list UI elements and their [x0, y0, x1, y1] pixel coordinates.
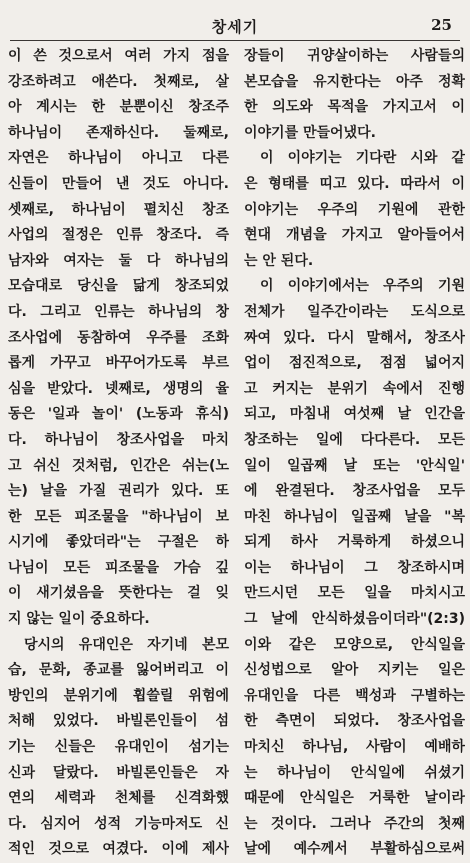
text-line: 유대인을 다른 백성과 구별하는 [244, 687, 465, 704]
text-line: 롭게 가꾸고 바꾸어가도록 부르 [8, 355, 229, 372]
text-line: 하나님이 존재하신다. 둘째로, [8, 124, 229, 141]
text-line: 한 측면이 되었다. 창조사업을 [244, 713, 465, 730]
text-line: 는 것이다. 그러나 주간의 첫째 [244, 815, 465, 832]
text-line: 이와 같은 모양으로, 안식일을 [244, 636, 465, 653]
text-line: 때문에 안식일은 거룩한 날이라 [244, 790, 465, 807]
text-line: 자연은 하나님이 아니고 다른 [8, 150, 229, 167]
text-line: 조사업에 동참하여 우주를 조화 [8, 329, 229, 346]
text-line: 본모습을 유지한다는 아주 정확 [244, 73, 465, 90]
page-header [0, 6, 470, 40]
text-line: 짜여 있다. 다시 말해서, 창조사 [244, 329, 465, 346]
text-line: 고 커지는 분위기 속에서 진행 [244, 380, 465, 397]
text-line: 이 쓴 것으로서 여러 가지 점을 [8, 48, 229, 64]
text-line: 이 이야기는 기다란 시와 같 [260, 150, 465, 167]
text-line: 시기에 좋았더라"는 구절은 하 [8, 534, 229, 551]
page-number: 25 [431, 16, 452, 34]
text-line: 이야기는 우주의 기원에 관한 [244, 201, 465, 218]
text-line: 지 않는 일이 중요하다. [8, 611, 150, 628]
text-line: 동은 '일과 놀이' (노동과 휴식) [8, 406, 229, 423]
text-line: 모습대로 당신을 닮게 창조되었 [8, 278, 229, 295]
text-line: 마친 하나님이 일곱째 날을 "복 [244, 508, 465, 525]
text-line: 일이 일곱째 날 또는 '안식일' [244, 457, 465, 474]
text-line: 방인의 분위기에 휩쓸릴 위험에 [8, 687, 229, 704]
text-line: 되게 하사 거룩하게 하셨으니 [244, 534, 465, 551]
text-line: 창조하는 일에 다다른다. 모든 [244, 431, 465, 448]
text-line: 마치신 하나님, 사람이 예배하 [244, 739, 465, 756]
text-line: 만드시던 모든 일을 마치시고 [244, 585, 465, 602]
text-line: 전체가 일주간이라는 도식으로 [244, 303, 465, 320]
header-rule [10, 40, 460, 41]
text-line: 연의 세력과 천체를 신격화했 [8, 790, 229, 807]
text-line: 한 모든 피조물을 "하나님이 보 [8, 508, 229, 525]
text-line: 은 형태를 띠고 있다. 따라서 이 [244, 175, 465, 192]
text-line: 이 새기셨음을 뜻한다는 걸 잊 [8, 585, 229, 602]
text-line: 는) 날을 가질 권리가 있다. 또 [8, 483, 229, 500]
text-line: 되고, 마침내 여섯째 날 인간을 [244, 406, 465, 423]
text-line: 신성법으로 알아 지키는 일은 [244, 662, 465, 679]
text-line: 이 이야기에서는 우주의 기원 [260, 278, 465, 295]
text-line: 이는 하나님이 그 창조하시며 [244, 559, 465, 576]
text-line: 날에 예수께서 부활하심으로써 [244, 841, 465, 858]
running-title: 창세기 [211, 18, 259, 36]
text-line: 나님이 모든 피조물을 가슴 깊 [8, 559, 229, 576]
text-line: 강조하려고 애쓴다. 첫째로, 살 [8, 73, 229, 90]
text-line: 다. 심지어 성적 기능마저도 신 [8, 815, 229, 832]
text-line: 는 하나님이 안식일에 쉬셨기 [244, 764, 465, 781]
text-line: 당시의 유대인은 자기네 본모 [24, 636, 229, 653]
text-line: 처해 있었다. 바빌론인들이 섬 [8, 713, 229, 730]
text-line: 신들이 만들어 낸 것도 아니다. [8, 175, 229, 192]
text-line: 사업의 절정은 인류 창조다. 즉 [8, 227, 229, 244]
text-line: 업이 점진적으로, 점점 넓어지 [244, 355, 465, 372]
text-line: 현대 개념을 가지고 알아들어서 [244, 227, 465, 244]
text-line: 아 계시는 한 분뿐이신 창조주 [8, 99, 229, 116]
text-line: 는 안 된다. [244, 252, 314, 269]
text-line: 고 쉬신 것처럼, 인간은 쉬는(노 [8, 457, 229, 474]
text-line: 장들이 귀양살이하는 사람들의 [244, 48, 465, 64]
text-line: 심을 받았다. 넷째로, 생명의 율 [8, 380, 229, 397]
text-line: 한 의도와 목적을 가지고서 이 [244, 99, 465, 116]
text-line: 기는 신들은 유대인이 섬기는 [8, 739, 229, 756]
text-line: 남자와 여자는 둘 다 하나님의 [8, 252, 229, 269]
text-line: 신과 달랐다. 바빌론인들은 자 [8, 764, 229, 781]
text-line: 다. 하나님이 창조사업을 마치 [8, 431, 229, 448]
left-text-column [8, 44, 229, 863]
text-line: 그 날에 안식하셨음이더라"(2:3) [244, 611, 465, 628]
right-text-column [244, 44, 465, 863]
text-line: 셋째로, 하나님이 펼치신 창조 [8, 201, 229, 218]
text-line: 에 완결된다. 창조사업을 모두 [244, 483, 465, 500]
text-line: 다. 그리고 인류는 하나님의 창 [8, 303, 229, 320]
text-line: 이야기를 만들어냈다. [244, 124, 376, 141]
text-line: 습, 문화, 종교를 잃어버리고 이 [8, 662, 229, 679]
text-line: 적인 것으로 여겼다. 이에 제사 [8, 841, 229, 858]
